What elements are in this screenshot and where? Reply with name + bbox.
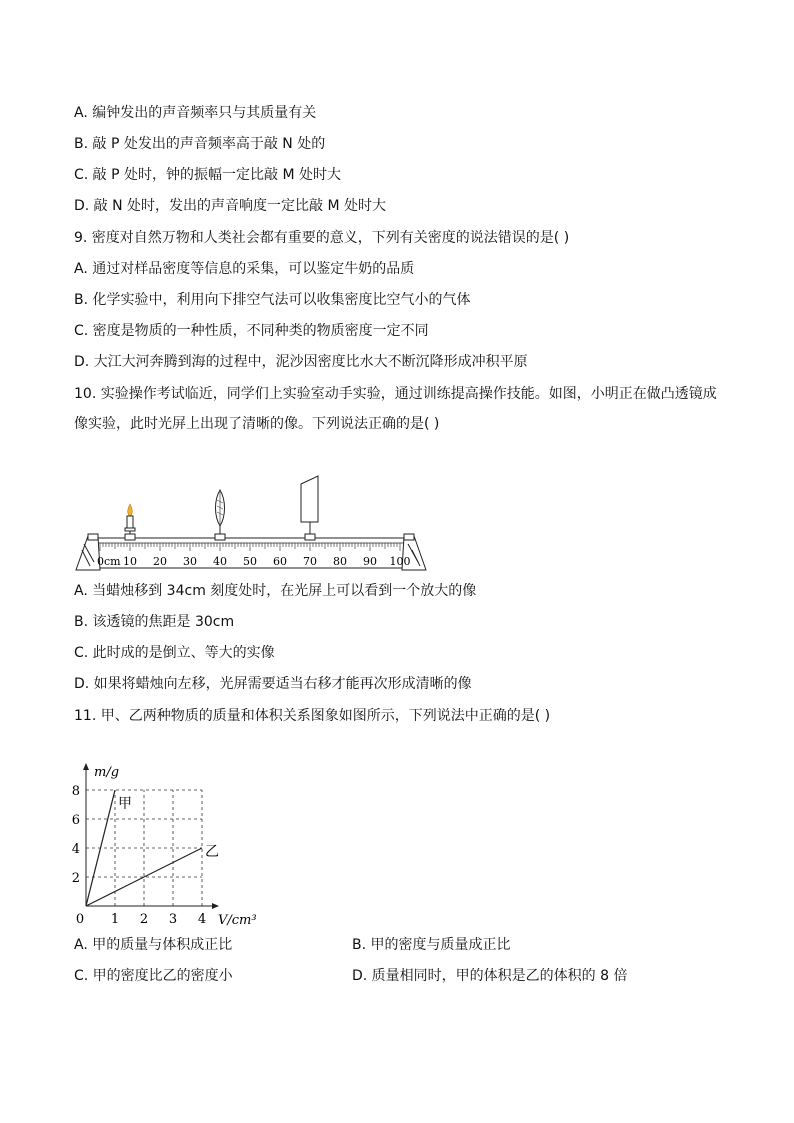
q11-option-a: A. 甲的质量与体积成正比	[74, 937, 233, 953]
y-tick-label: 8	[71, 784, 80, 799]
mass-volume-chart	[66, 758, 276, 933]
x-tick-label: 3	[168, 912, 178, 927]
bench-tick-label: 30	[183, 555, 197, 568]
bench-tick-label: 80	[333, 555, 347, 568]
bench-tick-label: 40	[213, 555, 227, 568]
bench-tick-label: 20	[153, 555, 167, 568]
q11-option-c: C. 甲的密度比乙的密度小	[74, 968, 233, 984]
y-axis-label: m/g	[94, 765, 120, 780]
y-tick-label: 2	[71, 871, 80, 886]
series-label: 乙	[205, 844, 219, 860]
x-tick-label: 1	[110, 912, 120, 927]
bench-tick-label: 100	[389, 555, 411, 568]
q8-option-a: A. 编钟发出的声音频率只与其质量有关	[74, 105, 317, 121]
optical-bench-figure	[70, 470, 430, 575]
q10-stem-line2: 像实验，此时光屏上出现了清晰的像。下列说法正确的是( )	[74, 416, 440, 432]
bench-tick-label: 70	[303, 555, 317, 568]
q9-stem: 9. 密度对自然万物和人类社会都有重要的意义，下列有关密度的说法错误的是( )	[74, 230, 570, 246]
chart-grid	[86, 790, 202, 906]
q8-option-c: C. 敲 P 处时，钟的振幅一定比敲 M 处时大	[74, 167, 341, 183]
convex-lens	[215, 490, 225, 540]
q10-option-c: C. 此时成的是倒立、等大的实像	[74, 645, 275, 661]
light-screen	[301, 476, 318, 540]
x-tick-label: 4	[197, 912, 207, 927]
y-tick-label: 4	[71, 842, 80, 857]
q9-option-d: D. 大江大河奔腾到海的过程中，泥沙因密度比水大不断沉降形成冲积平原	[74, 354, 528, 370]
series-label: 甲	[118, 796, 132, 812]
q8-option-b: B. 敲 P 处发出的声音频率高于敲 N 处的	[74, 136, 326, 152]
q8-option-d: D. 敲 N 处时，发出的声音响度一定比敲 M 处时大	[74, 198, 387, 214]
x-tick-label: 2	[139, 912, 149, 927]
q10-option-b: B. 该透镜的焦距是 30cm	[74, 614, 235, 630]
q9-option-a: A. 通过对样品密度等信息的采集，可以鉴定牛奶的品质	[74, 261, 415, 277]
q11-option-b: B. 甲的密度与质量成正比	[352, 937, 511, 953]
candle	[125, 504, 135, 540]
bench-tick-label: 50	[243, 555, 257, 568]
bench-tick-label: 0cm	[97, 555, 121, 568]
bench-tick-label: 90	[363, 555, 377, 568]
q10-option-a: A. 当蜡烛移到 34cm 刻度处时，在光屏上可以看到一个放大的像	[74, 583, 477, 599]
q11-stem: 11. 甲、乙两种物质的质量和体积关系图象如图所示，下列说法中正确的是( )	[74, 708, 551, 724]
x-axis-label: V/cm³	[218, 913, 257, 928]
q10-option-d: D. 如果将蜡烛向左移，光屏需要适当右移才能再次形成清晰的像	[74, 676, 472, 692]
bench-tick-label: 10	[123, 555, 137, 568]
q9-option-b: B. 化学实验中，利用向下排空气法可以收集密度比空气小的气体	[74, 292, 471, 308]
bench-tick-label: 60	[273, 555, 287, 568]
q9-option-c: C. 密度是物质的一种性质，不同种类的物质密度一定不同	[74, 323, 429, 339]
q10-stem-line1: 10. 实验操作考试临近，同学们上实验室动手实验，通过训练提高操作技能。如图，小明正在做凸透镜成	[74, 386, 717, 402]
chart-origin-label: 0	[75, 912, 85, 927]
q11-option-d: D. 质量相同时，甲的体积是乙的体积的 8 倍	[352, 968, 628, 984]
y-tick-label: 6	[71, 813, 80, 828]
